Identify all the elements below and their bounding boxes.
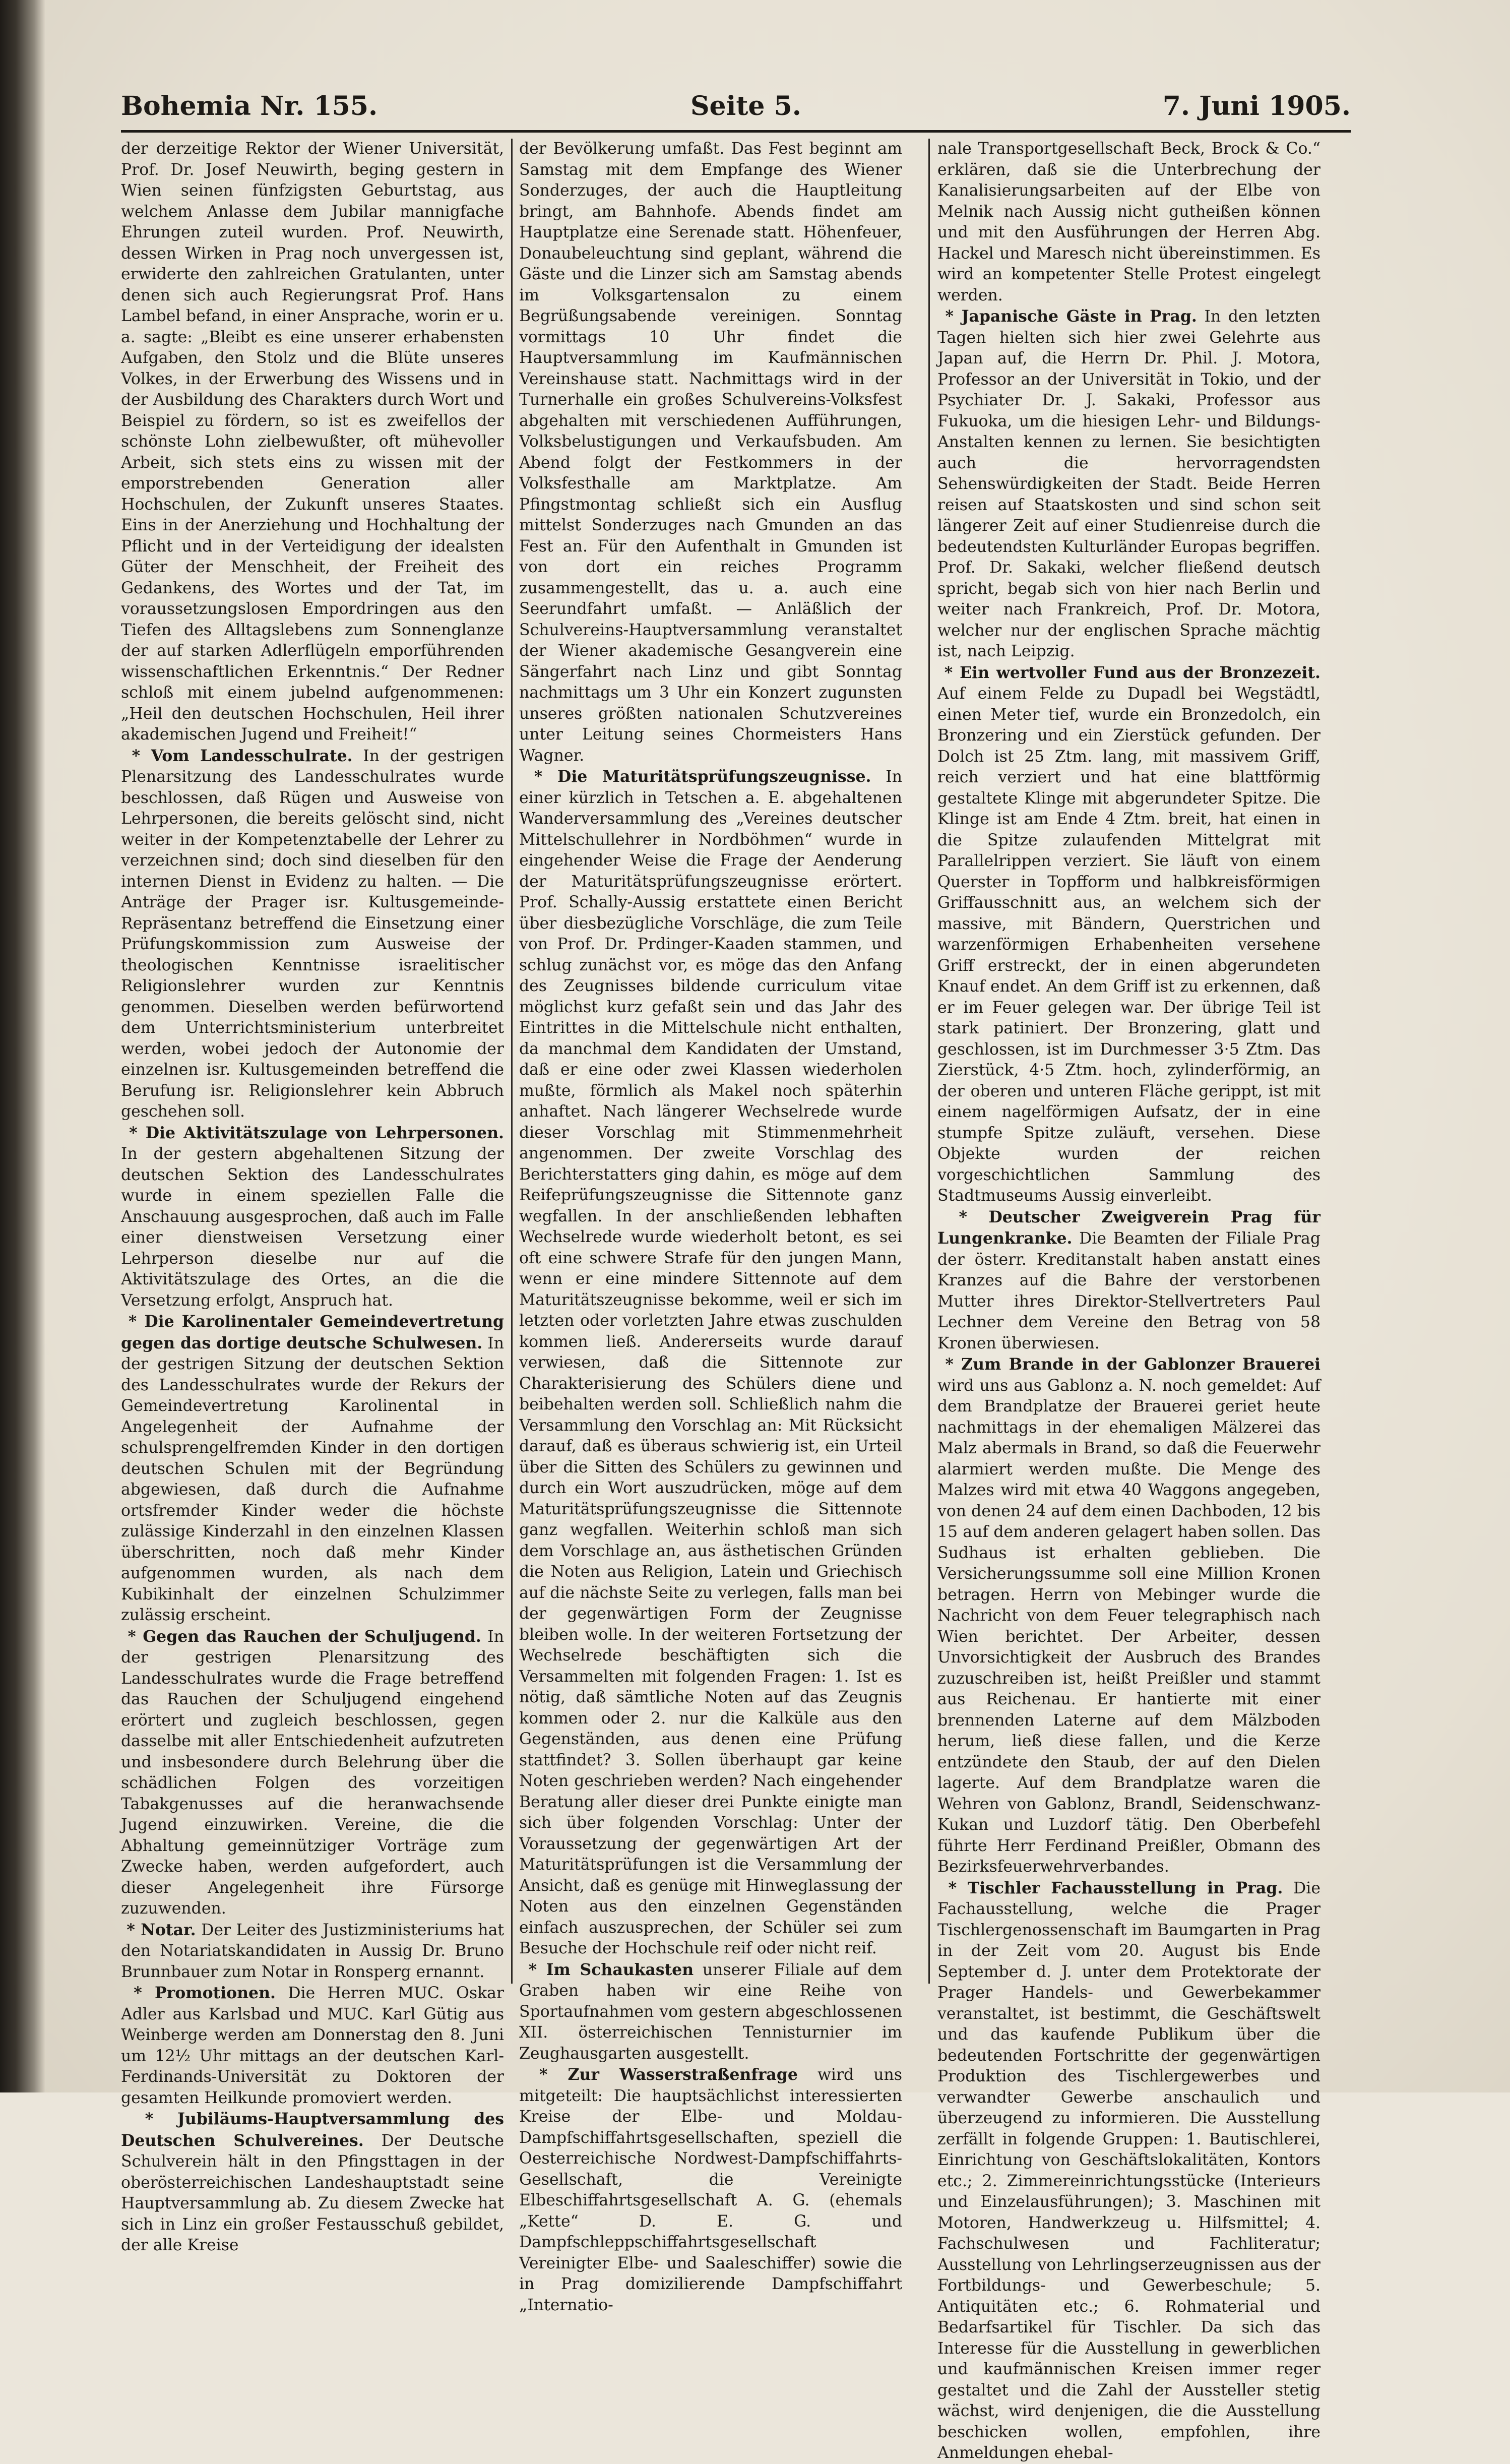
article-paragraph bbox=[121, 1311, 504, 1626]
article-body: Auf einem Felde zu Dupadl bei Wegstädtl, einen Meter tief, wurde ein Bronzedolch, ein Bronzering und ein Zierstück gefunden. Der Dolch ist 25 Ztm. lang, mit massivem Griff, reich verziert und hat eine blattförmig gestaltete Klinge mit abgerundeter Spitze. Die Klinge ist am Ende 4 Ztm. breit, hat einen in die Spitze zulaufenden Mittelgrat mit Parallelrippen verziert. Sie läuft von einem Querstег in Topfform und halbkreisförmigen Griffausschnitt aus, an welchem sich der massive, mit Bändern, Querstrichen und warzenförmigen Erhabenheiten versehene Griff erstreckt, der in einen abgerundeten Knauf endet. An dem Griff ist zu erkennen, daß er im Feuer gelegen war. Der übrige Teil ist stark patiniert. Der Bronzering, glatt und geschlossen, ist im Durchmesser 3·5 Ztm. Das Zierstück, 4·5 Ztm. hoch, zylinderförmig, an der oberen und unteren Fläche gerippt, ist mit einem nagelförmigen Aufsatz, der in eine stumpfe Spitze zuläuft, versehen. Diese Objekte wurden der reichen vorgeschichtlichen Sammlung des Stadtmuseums Aussig einverleibt. bbox=[937, 685, 1320, 1205]
article-paragraph bbox=[519, 766, 902, 1959]
article-title: Zur Wasserstraßenfrage bbox=[568, 2065, 798, 2084]
article-title: Die Maturitätsprüfungszeugnisse. bbox=[557, 767, 871, 786]
page-header bbox=[121, 91, 1351, 126]
article-body: Die Beamten der Filiale Prag der österr. Kreditanstalt haben anstatt eines Kranzes auf die Bahre der verstorbenen Mutter ihres Direktor-Stellvertreters Paul Lechner dem Vereine den Betrag von 58 Kronen überwiesen. bbox=[937, 1229, 1321, 1352]
article-marker: * bbox=[937, 1878, 968, 1897]
article-paragraph bbox=[937, 306, 1320, 662]
article-title: Zum Brande in der Gablonzer Brauerei bbox=[961, 1355, 1321, 1374]
article-marker: * bbox=[937, 1355, 962, 1374]
article-title: Ein wertvoller Fund aus der Bronzezeit. bbox=[960, 663, 1320, 682]
header-publication: Bohemia Nr. 155. bbox=[121, 91, 378, 121]
column-1 bbox=[121, 139, 505, 2254]
header-page-number: Seite 5. bbox=[690, 91, 801, 121]
article-marker: * bbox=[937, 307, 962, 326]
article-paragraph bbox=[937, 662, 1320, 1207]
article-title: Gegen das Rauchen der Schuljugend. bbox=[143, 1627, 481, 1646]
article-body: wird uns mitgeteilt: Die hauptsächlichst interessierten Kreise der Elbe- und Moldau-Dampfschiffahrtsgesellschaften, speziell die Oesterreichische Nordwest-Dampfschiffahrts-Gesellschaft, die Vereinigte Elbeschiffahrtsgesellschaft A. G. (ehemals „Kette“ D. E. G. und Dampfschleppschiffahrtsgesellschaft Vereinigter Elbe- und Saaleschiffer) sowie die in Prag domizilierende Dampfschiffahrt „Internatio- bbox=[519, 2066, 902, 2314]
article-body: Die Fachausstellung, welche die Prager Tischlergenossenschaft im Baumgarten in Prag in der Zeit vom 20. August bis Ende September d. J. unter dem Protektorate der Prager Handels- und Gewerbekammer veranstaltet, ist bestimmt, die Geschäftswelt und das kaufende Publikum über die bedeutenden Fortschritte der gegenwärtigen Produktion des Tischlergewerbes und verwandter Gewerbe anschaulich und überzeugend zu informieren. Die Ausstellung zerfällt in folgende Gruppen: 1. Bautischlerei, Einrichtung von Geschäftslokalitäten, Kontors etc.; 2. Zimmereinrichtungsstücke (Interieurs und Einzelausführungen); 3. Maschinen mit Motoren, Handwerkzeug u. Hilfsmittel; 4. Fachschulwesen und Fachliteratur; Ausstellung von Lehrlingserzeugnissen aus der Fortbildungs- und Gewerbeschule; 5. Antiquitäten etc.; 6. Rohmaterial und Bedarfsartikel für Tischler. Da sich das Interesse für die Ausstellung in gewerblichen und kaufmännischen Kreisen immer reger gestaltet und die Zahl der Aussteller stetig wächst, wird denjenigen, die die Ausstellung beschicken wollen, empfohlen, ihre Anmeldungen ehebal- bbox=[937, 1879, 1320, 2462]
article-marker: * bbox=[121, 2110, 178, 2128]
article-body: unserer Filiale auf dem Graben haben wir eine Reihe von Sportaufnahmen vom gestern abgeschlossenen XII. österreichischen Tennisturnier im Zeughausgarten ausgestellt. bbox=[519, 1960, 903, 2063]
article-paragraph bbox=[937, 1207, 1320, 1354]
article-paragraph bbox=[121, 139, 504, 746]
article-title: Im Schaukasten bbox=[546, 1960, 694, 1979]
article-body: wird uns aus Gablonz a. N. noch gemeldet: Auf dem Brandplatze der Brauerei geriet heute nachmittags in der ehemaligen Mälzerei das Malz abermals in Brand, so daß die Feuerwehr alarmiert werden mußte. Die Menge des Malzes wird mit etwa 40 Waggons angegeben, von denen 24 auf dem einen Dachboden, 12 bis 15 auf dem anderen gelagert haben sollen. Das Sudhaus ist erhalten geblieben. Die Versicherungssumme soll eine Million Kronen betragen. Herrn von Mebinger wurde die Nachricht von dem Feuer telegraphisch nach Wien berichtet. Der Arbeiter, dessen Unvorsichtigkeit der Ausbruch des Brandes zuzuschreiben ist, heißt Preißler und stammt aus Reichenau. Er hantierte mit einer brennenden Laterne auf dem Mälzboden herum, ließ diese fallen, und die Kerze entzündete den Staub, der auf den Dielen lagerte. Auf dem Brandplatze waren die Wehren von Gablonz, Brandl, Seidenschwanz-Kukan und Luzdorf tätig. Den Oberbefehl führte Herr Ferdinand Preißler, Obmann des Bezirksfeuerwehrverbandes. bbox=[937, 1376, 1320, 1876]
column-2 bbox=[519, 139, 903, 2314]
article-paragraph bbox=[121, 1920, 504, 1983]
article-marker: * bbox=[937, 663, 960, 682]
article-title: Vom Landesschulrate. bbox=[151, 746, 353, 765]
article-marker: * bbox=[937, 1207, 989, 1226]
article-body: Die Herren MUC. Oskar Adler aus Karlsbad und MUC. Karl Gütig aus Weinberge werden am Donnerstag den 8. Juni um 12½ Uhr mittags an der deutschen Karl-Ferdinands-Universität zu Doktoren der gesamten Heilkunde promoviert werden. bbox=[121, 1984, 505, 2107]
scan-shadow-edge bbox=[0, 0, 45, 2092]
article-title: Promotionen. bbox=[154, 1984, 276, 2002]
header-date: 7. Juni 1905. bbox=[1162, 91, 1351, 121]
column-divider bbox=[511, 139, 513, 1984]
article-body: In der gestern abgehaltenen Sitzung der deutschen Sektion des Landesschulrates wurde in einem speziellen Falle die Anschauung ausgesprochen, daß auch im Falle einer dienstweisen Versetzung einer Lehrperson dieselbe nur auf die Aktivitätszulage des Ortes, an die die Versetzung erfolgt, Anspruch hat. bbox=[121, 1145, 504, 1310]
header-rule bbox=[121, 130, 1351, 133]
article-paragraph bbox=[121, 746, 504, 1123]
article-marker: * bbox=[121, 1984, 155, 2002]
article-body: In einer kürzlich in Tetschen a. E. abgehaltenen Wanderversammlung des „Vereines deutscher Mittelschullehrer in Nordböhmen“ wurde in eingehender Weise die Frage der Aenderung der Maturitätsprüfungszeugnisse erörtert. Prof. Schally-Aussig erstattete einen Bericht über diesbezügliche Vorschläge, die zum Teile von Prof. Dr. Prdinger-Kaaden stammen, und schlug zunächst vor, es möge das den Anfang des Zeugnisses bildende curriculum vitae möglichst kurz gefaßt sein und das Jahr des Eintrittes in die Mittelschule nicht enthalten, da manchmal dem Kandidaten der Umstand, daß er eine oder zwei Klassen wiederholen mußte, förmlich als Makel noch späterhin anhaftet. Nach längerer Wechselrede wurde dieser Vorschlag mit Stimmenmehrheit angenommen. Der zweite Vorschlag des Berichterstatters ging dahin, es möge auf dem Reifeprüfungszeugnisse die Sittennote ganz wegfallen. In der anschließenden lebhaften Wechselrede wurde wiederholt betont, es sei oft eine schwere Strafe für den jungen Mann, wenn er eine mindere Sittennote auf dem Maturitätszeugnisse bekomme, weil er sich im letzten oder vorletzten Jahre etwas zuschulden kommen ließ. Andererseits wurde darauf verwiesen, daß die Sittennote zur Charakterisierung des Schülers diene und beibehalten werden soll. Schließlich nahm die Versammlung den Vorschlag an: Mit Rücksicht darauf, daß es überaus schwierig ist, ein Urteil über die Sitten des Schülers zu gewinnen und durch ein Wort auszudrücken, möge auf dem Maturitätsprüfungszeugnisse die Sittennote ganz wegfallen. Weiterhin schloß man sich dem Vorschlage an, aus ästhetischen Gründen die Noten aus Religion, Latein und Griechisch auf die nächste Seite zu verlegen, falls man bei der gegenwärtigen Form der Zeugnisse bleiben wolle. In der weiteren Fortsetzung der Wechselrede beschäftigten sich die Versammelten mit folgenden Fragen: 1. Ist es nötig, daß sämtliche Noten auf das Zeugnis kommen oder 2. nur die Kalküle aus den Gegenständen, aus denen eine Prüfung stattfindet? 3. Sollen überhaupt gar keine Noten geschrieben werden? Nach eingehender Beratung aller dieser drei Punkte einigte man sich über folgenden Vorschlag: Unter der Voraussetzung der gegenwärtigen Art der Maturitätsprüfungen ist die Versammlung der Ansicht, daß es genüge mit Hinweglassung der Noten aus den einzelnen Gegenständen einfach auszusprechen, der Schüler sei zum Besuche der Hochschule reif oder nicht reif. bbox=[519, 768, 903, 1957]
article-title: Jubiläums-Hauptversammlung des Deutschen Schulvereines. bbox=[121, 2110, 504, 2150]
article-paragraph bbox=[121, 1626, 504, 1920]
article-paragraph bbox=[937, 1354, 1320, 1878]
article-title: Die Aktivitätszulage von Lehrpersonen. bbox=[145, 1123, 504, 1142]
article-marker: * bbox=[121, 1627, 143, 1646]
column-divider bbox=[928, 139, 930, 1984]
article-marker: * bbox=[519, 767, 557, 786]
article-body: Der Deutsche Schulverein hält in den Pfingsttagen in der oberösterreichischen Landeshauptstadt seine Hauptversammlung ab. Zu diesem Zwecke hat sich in Linz ein großer Festausschuß gebildet, der alle Kreise bbox=[121, 2131, 505, 2254]
article-paragraph bbox=[121, 2109, 504, 2256]
article-paragraph bbox=[121, 1123, 504, 1312]
article-title: Tischler Fachausstellung in Prag. bbox=[967, 1878, 1283, 1897]
article-body: der Bevölkerung umfaßt. Das Fest beginnt am Samstag mit dem Empfange des Wiener Sonderzuges, der auch die Hauptleitung bringt, am Bahnhofe. Abends findet am Hauptplatze eine Serenade statt. Höhenfeuer, Donaubeleuchtung sind geplant, während die Gäste und die Linzer sich am Samstag abends im Volksgartensalon zu einem Begrüßungsabende vereinigen. Sonntag vormittags 10 Uhr findet die Hauptversammlung im Kaufmännischen Vereinshause statt. Nachmittags wird in der Turnerhalle ein großes Schulvereins-Volksfest abgehalten mit verschiedenen Aufführungen, Volksbelustigungen und Verkaufsbuden. Am Abend folgt der Festkommers in der Volksfesthalle am Marktplatze. Am Pfingstmontag schließt sich ein Ausflug mittelst Sonderzuges nach Gmunden an das Fest an. Für den Aufenthalt in Gmunden ist von dort ein reiches Programm zusammengestellt, das u. a. auch eine Seerundfahrt umfaßt. — Anläßlich der Schulvereins-Hauptversammlung veranstaltet der Wiener akademische Gesangverein eine Sängerfahrt nach Linz und gibt Sonntag nachmittags um 3 Uhr ein Konzert zugunsten unseres größten nationalen Schutzvereines unter Leitung seines Chormeisters Hans Wagner. bbox=[519, 140, 902, 765]
article-paragraph bbox=[121, 1983, 504, 2109]
column-3 bbox=[937, 139, 1321, 2462]
article-paragraph bbox=[519, 139, 902, 766]
article-marker: * bbox=[121, 1920, 141, 1939]
article-marker: * bbox=[519, 2065, 568, 2084]
article-marker: * bbox=[121, 1312, 145, 1331]
article-paragraph bbox=[937, 1878, 1320, 2464]
article-marker: * bbox=[121, 746, 151, 765]
article-body: In der gestrigen Plenarsitzung des Landesschulrates wurde die Frage betreffend das Rauchen der Schuljugend eingehend erörtert und zugleich beschlossen, gegen dasselbe mit aller Entschiedenheit aufzutreten und insbesondere durch Belehrung über die schädlichen Folgen des vorzeitigen Tabakgenusses auf die heranwachsende Jugend einzuwirken. Vereine, die die Abhaltung gemeinnütziger Vorträge zum Zwecke haben, werden aufgefordert, auch dieser Angelegenheit ihre Fürsorge zuzuwenden. bbox=[121, 1627, 505, 1918]
article-title: Japanische Gäste in Prag. bbox=[961, 307, 1197, 326]
article-body: nale Transportgesellschaft Beck, Brock & Co.“ erklären, daß sie die Unterbrechung der Kanalisierungsarbeiten auf der Elbe von Melnik nach Aussig nicht gutheißen können und mit den Ausführungen der Herren Abg. Hackel und Maresch nicht übereinstimmen. Es wird an kompetenter Stelle Protest eingelegt werden. bbox=[937, 140, 1320, 304]
article-body: Der Leiter des Justizministeriums hat den Notariatskandidaten in Aussig Dr. Bruno Brunnbauer zum Notar in Ronsperg ernannt. bbox=[121, 1921, 505, 1981]
article-title: Notar. bbox=[141, 1920, 196, 1939]
article-paragraph bbox=[519, 1959, 902, 2065]
article-title: Deutscher Zweigverein Prag für Lungenkranke. bbox=[937, 1207, 1320, 1248]
article-marker: * bbox=[519, 1960, 546, 1979]
article-marker: * bbox=[121, 1123, 146, 1142]
article-title: Die Karolinentaler Gemeindevertretung gegen das dortige deutsche Schulwesen. bbox=[121, 1312, 504, 1352]
article-body: In den letzten Tagen hielten sich hier zwei Gelehrte aus Japan auf, die Herrn Dr. Phil. J. Motora, Professor an der Universität in Tokio, und der Psychiater Dr. J. Sakaki, Professor aus Fukuoka, um die hiesigen Lehr- und Bildungs-Anstalten kennen zu lernen. Sie besichtigten auch die hervorragendsten Sehenswürdigkeiten der Stadt. Beide Herren reisen auf Staatskosten und sind schon seit längerer Zeit auf einer Studienreise durch die bedeutendsten Kulturländer Europas begriffen. Prof. Dr. Sakaki, welcher fließend deutsch spricht, begab sich von hier nach Berlin und weiter nach Frankreich, Prof. Dr. Motora, welcher nur der englischen Sprache mächtig ist, nach Leipzig. bbox=[937, 307, 1321, 660]
article-body: der derzeitige Rektor der Wiener Universität, Prof. Dr. Josef Neuwirth, beging gestern in Wien seinen fünfzigsten Geburtstag, aus welchem Anlasse dem Jubilar mannigfache Ehrungen zuteil wurden. Prof. Neuwirth, dessen Wirken in Prag noch unvergessen ist, erwiderte den zahlreichen Gratulanten, unter denen sich auch Regierungsrat Prof. Hans Lambel befand, in einer Ansprache, worin er u. a. sagte: „Bleibt es eine unserer erhabensten Aufgaben, den Stolz und die Blüte unseres Volkes, in der Erwerbung des Wissens und in der Ausbildung des Charakters durch Wort und Beispiel zu fördern, so ist es zweifellos der schönste Lohn zielbewußter, oft mühevoller Arbeit, sich stets eins zu wissen mit der emporstrebenden Generation aller Hochschulen, der Zukunft unseres Staates. Eins in der Anerziehung und Hochhaltung der Pflicht und in der Verteidigung der idealsten Güter der Menschheit, der Freiheit des Gedankens, des Wortes und der Tat, im voraussetzungslosen Empordringen aus den Tiefen des Alltagslebens zum Sonnenglanze der auf starken Adlerflügeln emporführenden wissenschaftlichen Erkenntnis.“ Der Redner schloß mit einem jubelnd aufgenommenen: „Heil den deutschen Hochschulen, Heil ihrer akademischen Jugend und Freiheit!“ bbox=[121, 140, 504, 744]
article-body: In der gestrigen Plenarsitzung des Landesschulrates wurde beschlossen, daß Rügen und Ausweise von Lehrpersonen, die bereits gelöscht sind, nicht weiter in der Kompetenztabelle der Lehrer zu verzeichnen sind; doch sind dieselben für den internen Dienst in Evidenz zu halten. — Die Anträge der Prager isr. Kultusgemeinde-Repräsentanz betreffend die Einsetzung einer Prüfungskommission zum Ausweise der theologischen Kenntnisse israelitischer Religionslehrer wurden zur Kenntnis genommen. Dieselben werden befürwortend dem Unterrichtsministerium unterbreitet werden, wobei jedoch der Autonomie der einzelnen isr. Kultusgemeinden betreffend die Berufung isr. Religionslehrer kein Abbruch geschehen soll. bbox=[121, 747, 505, 1121]
article-body: In der gestrigen Sitzung der deutschen Sektion des Landesschulrates wurde der Rekurs der Gemeindevertretung Karolinental in Angelegenheit der Aufnahme der schulsprengelfremden Kinder in den dortigen deutschen Schulen mit der Begründung abgewiesen, daß durch die Aufnahme ortsfremder Kinder weder die höchste zulässige Kinderzahl in den einzelnen Klassen überschritten, noch daß mehr Kinder aufgenommen wurden, als nach dem Kubikinhalt der einzelnen Schulzimmer zulässig erscheint. bbox=[121, 1334, 504, 1624]
article-paragraph bbox=[519, 2064, 902, 2316]
article-paragraph bbox=[937, 139, 1320, 306]
